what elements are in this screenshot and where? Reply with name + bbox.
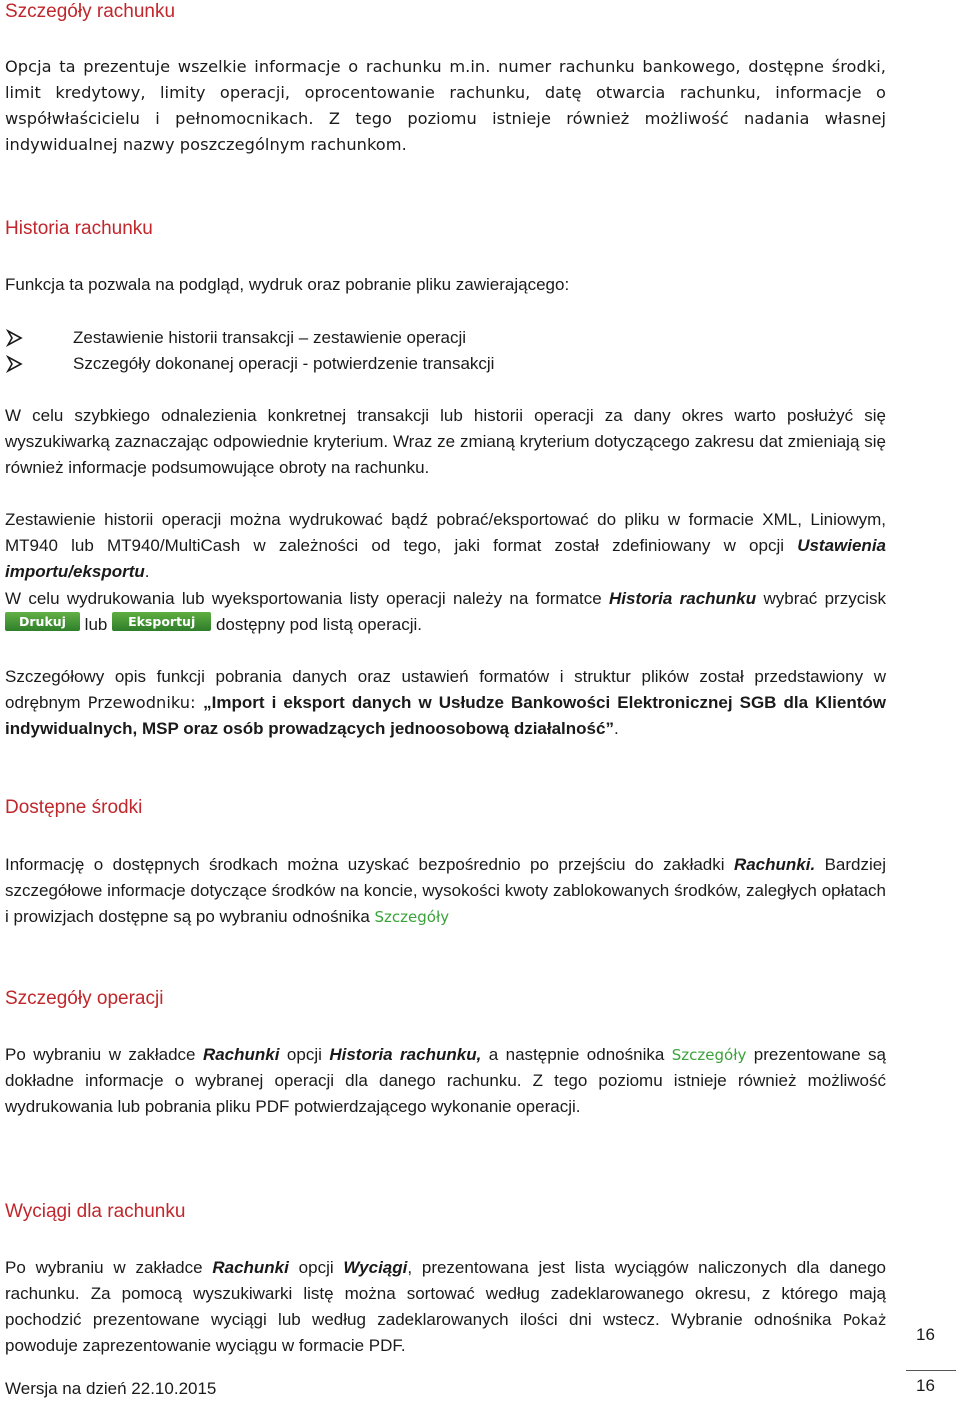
emphasis-historia-rachunku: Historia rachunku: [609, 589, 757, 608]
footer-divider: [906, 1370, 956, 1371]
page-number-bottom: 16: [916, 1376, 935, 1395]
emphasis-rachunki: Rachunki.: [733, 855, 816, 874]
text-run: Szczegółowy opis funkcji pobrania danych oraz ustawień formatów i struktur plików został przedstawiony w odrębnym: [5, 667, 886, 712]
paragraph-historia-intro: Funkcja ta pozwala na podgląd, wydruk oraz pobranie pliku zawierającego:: [5, 275, 570, 294]
text-run: opcji: [279, 1045, 330, 1064]
text-run: Zestawienie historii operacji można wydrukować bądź pobrać/eksportować do pliku w formacie XML, Liniowym, MT940 lub MT940/MultiCash w zależności od tego, jaki format został zdefiniowany w opcji: [5, 510, 886, 555]
text-run: Po wybraniu w zakładce: [5, 1258, 213, 1277]
export-button[interactable]: Eksportuj: [112, 612, 211, 631]
emphasis-rachunki: Rachunki: [212, 1258, 289, 1277]
paragraph-historia-wyszukiwarka: W celu szybkiego odnalezienia konkretnej transakcji lub historii operacji za dany okres warto posłużyć się wyszukiwarką zaznaczając odpowiednie kryterium. Wraz ze zmianą kryterium dotyczącego zakresu dat zmieniają się również informacje podsumowujące obroty na rachunku.: [5, 406, 886, 477]
section-title-szczegoly-operacji: Szczegóły operacji: [5, 988, 164, 1009]
paragraph-historia-przewodnik: [5, 664, 886, 742]
list-item-text: Zestawienie historii transakcji – zestawienie operacji: [73, 328, 467, 347]
emphasis-wyciagi: Wyciągi: [343, 1258, 408, 1277]
list-item-text: Szczegóły dokonanej operacji - potwierdzenie transakcji: [73, 354, 495, 373]
list-item: [5, 325, 886, 351]
guide-title: „Import i eksport danych w Usłudze Bankowości Elektronicznej SGB dla Klientów indywidualnych, MSP oraz osób prowadzących jednoosobową działalność”: [5, 693, 886, 738]
paragraph-historia-eksport: [5, 507, 886, 585]
bullet-list: [5, 325, 886, 377]
text-run: dostępny pod listą operacji.: [211, 615, 422, 634]
text-run: Informację o dostępnych środkach można uzyskać bezpośrednio po przejściu do zakładki: [5, 855, 734, 874]
text-run: powoduje zaprezentowanie wyciągu w formacie PDF.: [5, 1336, 406, 1355]
paragraph-wyciagi: [5, 1255, 886, 1359]
section-title-dostepne-srodki: Dostępne środki: [5, 797, 143, 818]
arrow-bullet-icon: [5, 325, 25, 351]
text-run: .: [144, 562, 150, 581]
print-button[interactable]: Drukuj: [5, 612, 80, 631]
text-run: .: [613, 719, 619, 738]
paragraph-szczegoly-operacji: [5, 1042, 886, 1120]
emphasis-historia-rachunku: Historia rachunku,: [329, 1045, 482, 1064]
paragraph-historia-przyciski: [5, 586, 886, 638]
section-title-szczegoly-rachunku: Szczegóły rachunku: [5, 1, 176, 22]
text-run: , prezentowana jest lista wyciągów naliczonych dla danego rachunku. Za pomocą wyszukiwarki listę można sortować według zadeklarowanego okresu, z którego mają pochodzić prezentowane wyciągi lub według zadeklarowanych ilości dni wstecz. Wybranie odnośnika: [5, 1258, 886, 1329]
text-run: wybrać przycisk: [756, 589, 886, 608]
text-run: opcji: [288, 1258, 344, 1277]
section-title-historia-rachunku: Historia rachunku: [5, 218, 153, 239]
footer-version: Wersja na dzień 22.10.2015: [5, 1379, 217, 1398]
text-run: a następnie odnośnika: [481, 1045, 672, 1064]
text-run: W celu wydrukowania lub wyeksportowania listy operacji należy na formatce: [5, 589, 610, 608]
text-run: Po wybraniu w zakładce: [5, 1045, 203, 1064]
page-number-top: 16: [916, 1325, 935, 1344]
list-item: [5, 351, 886, 377]
paragraph-dostepne-srodki: [5, 852, 886, 930]
arrow-bullet-icon: [5, 351, 25, 377]
text-run: prezentowane są dokładne informacje o wybranej operacji dla danego rachunku. Z tego poziomu istnieje również możliwość wydrukowania lub pobrania pliku PDF potwierdzającego wykonanie operacji.: [5, 1045, 886, 1116]
text-run: lub: [79, 615, 113, 634]
paragraph-szczegoly-rachunku: Opcja ta prezentuje wszelkie informacje o rachunku m.in. numer rachunku bankowego, dostępne środki, limit kredytowy, limity operacji, oprocentowanie rachunku, datę otwarcia rachunku, informacje o współwłaścicielu i pełnomocnikach. Z tego poziomu istnieje również możliwość nadania własnej indywidualnej nazwy poszczególnym rachunkom.: [5, 57, 886, 154]
pokaz-link[interactable]: Pokaż: [842, 1311, 886, 1329]
emphasis-ustawienia: Ustawienia importu/eksportu: [5, 536, 886, 581]
szczegoly-link[interactable]: Szczegóły: [671, 1046, 747, 1064]
text-run: Bardziej szczegółowe informacje dotyczące środków na koncie, wysokości kwoty zablokowanych środków, zaległych opłatach i prowizjach dostępne są po wybraniu odnośnika: [5, 855, 887, 926]
text-run: Przewodniku:: [87, 693, 204, 712]
section-title-wyciagi: Wyciągi dla rachunku: [5, 1201, 186, 1222]
szczegoly-link[interactable]: Szczegóły: [374, 908, 450, 926]
emphasis-rachunki: Rachunki: [202, 1045, 280, 1064]
